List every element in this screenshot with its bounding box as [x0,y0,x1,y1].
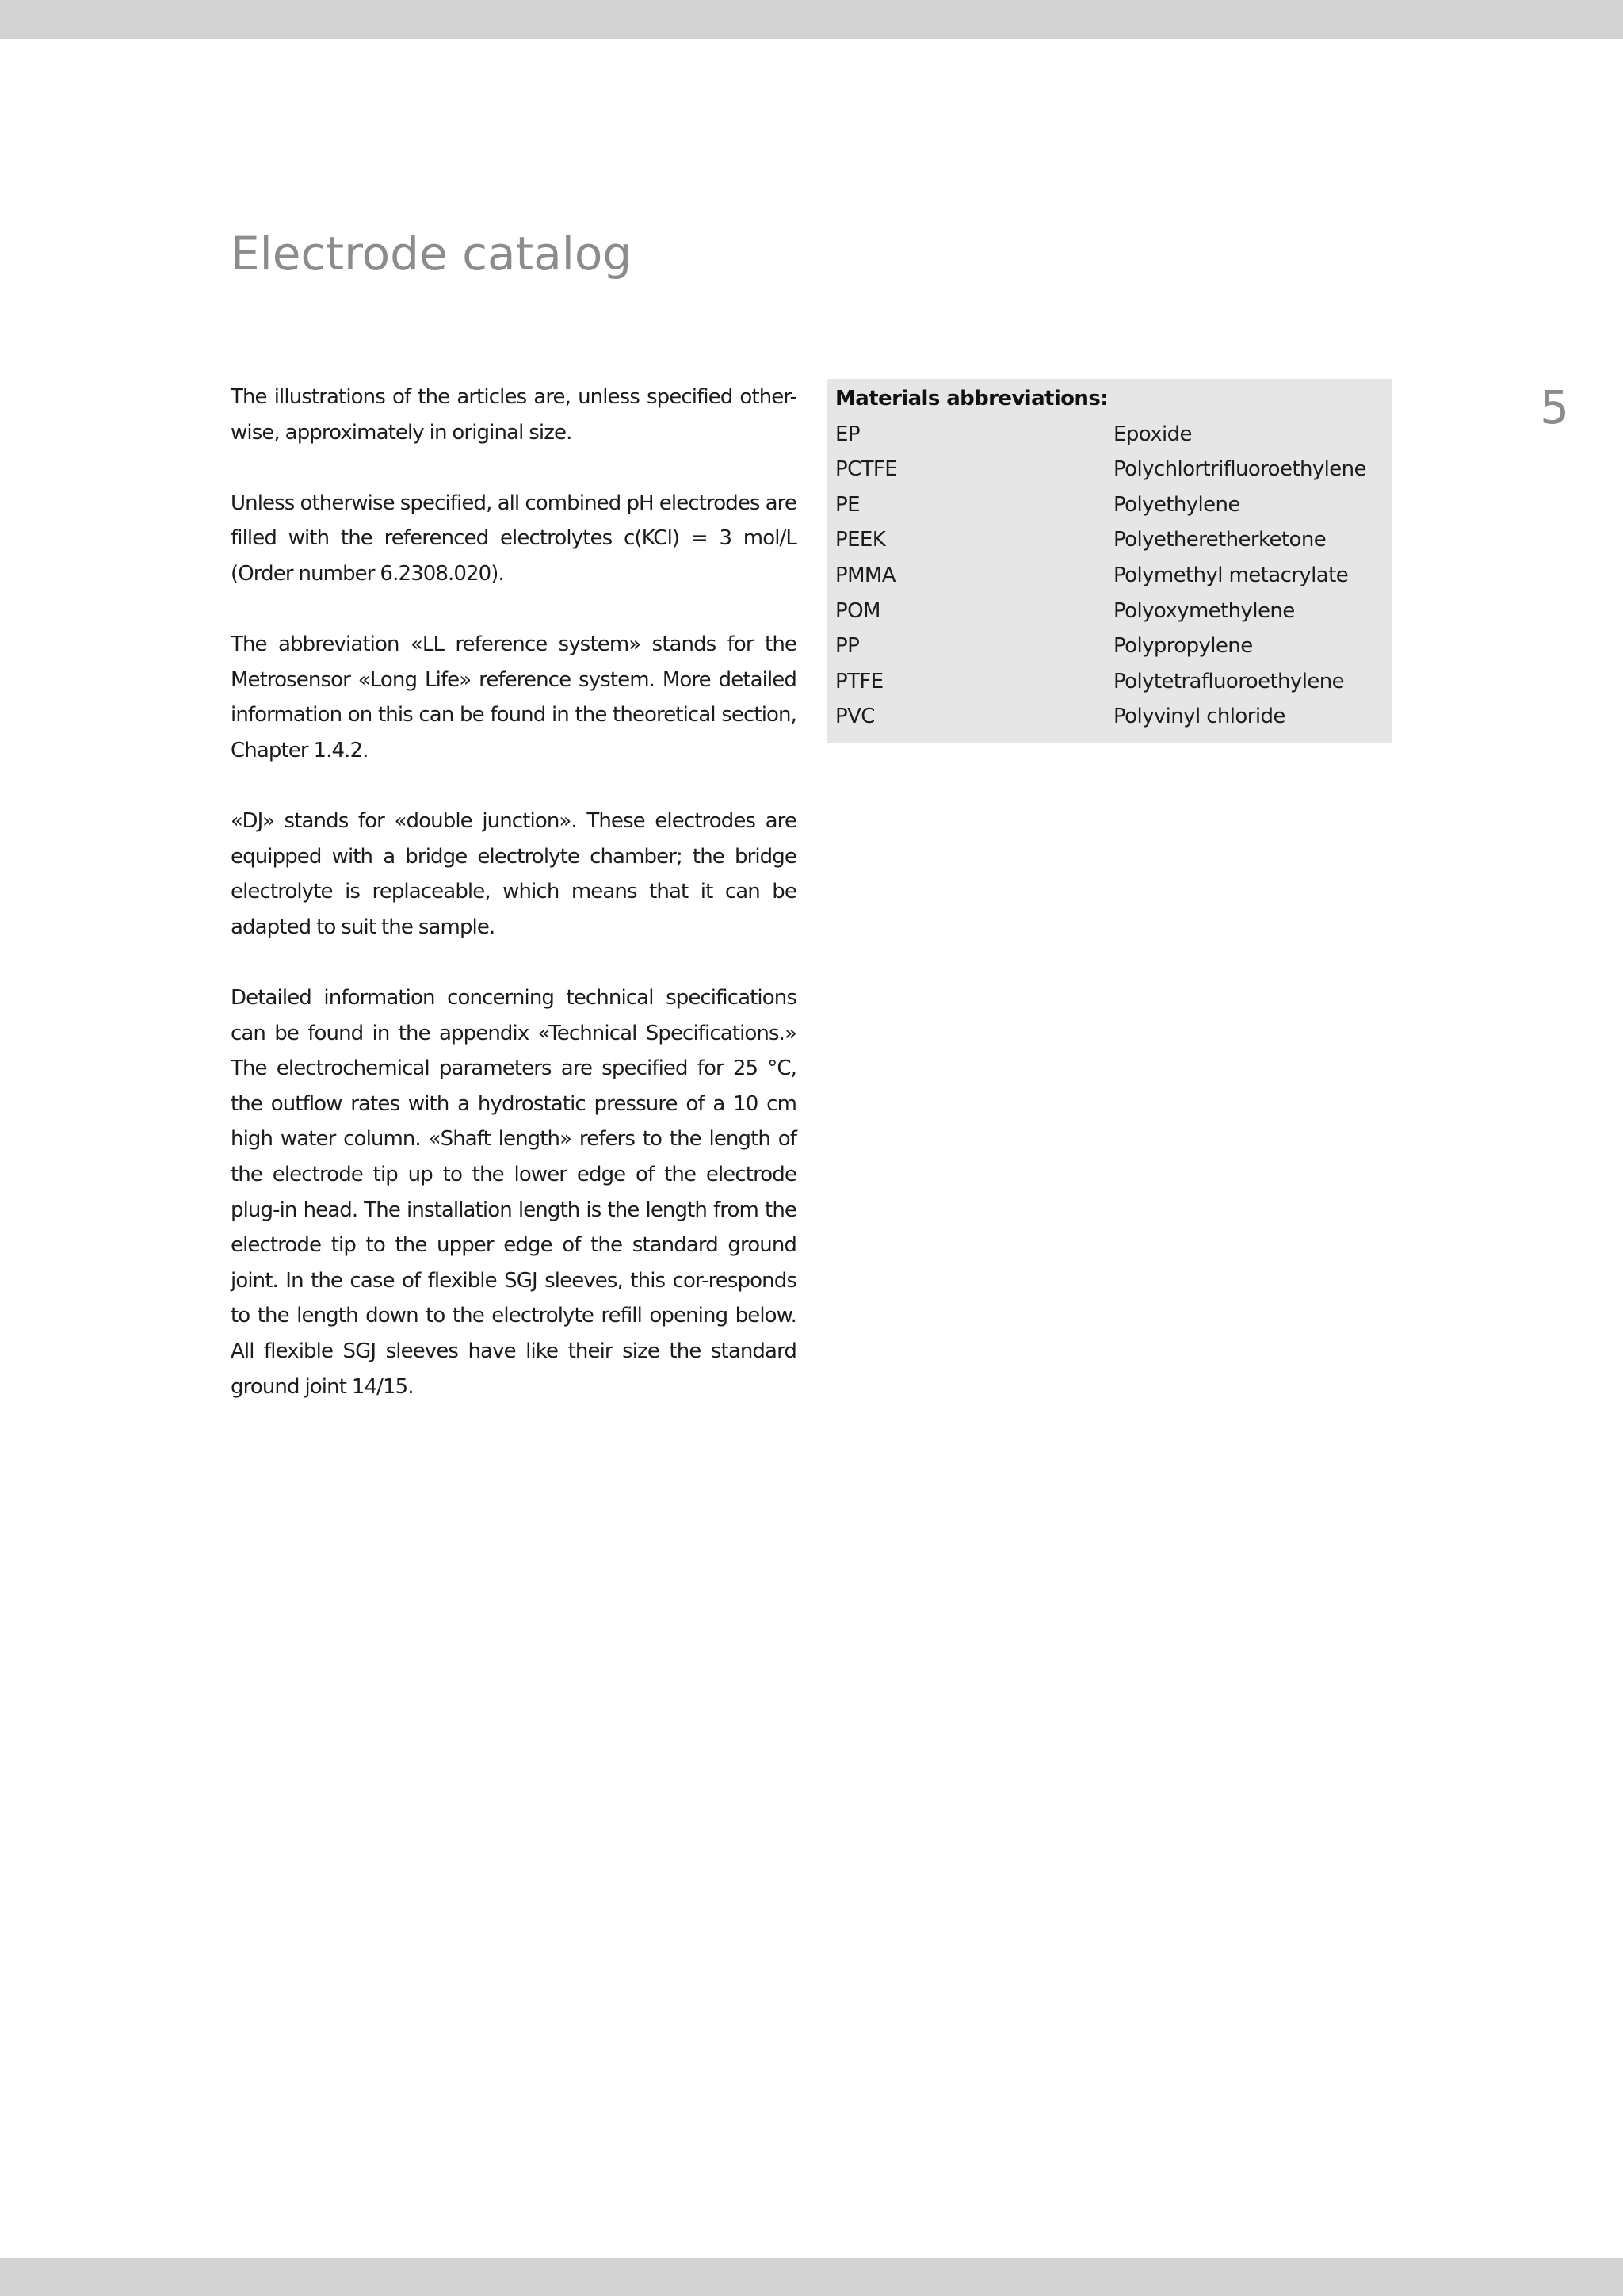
material-abbreviation: PCTFE [835,457,898,482]
material-name: Polyvinyl chloride [1113,705,1285,729]
material-name: Polytetrafluoroethylene [1113,669,1345,693]
intro-paragraph: «DJ» stands for «double junction». These electrodes are equipped with a bridge electrolyte chamber; the bridge electrolyte is replaceable, which means that it can be adapted to suit the sample. [231,809,796,939]
page-title: Electrode catalog [231,227,632,281]
page-number: 5 [1540,380,1569,434]
materials-row [835,417,1384,453]
material-name: Polyoxymethylene [1113,598,1295,623]
materials-row [835,487,1384,523]
materials-abbreviations-box [827,379,1392,743]
material-name: Polyetheretherketone [1113,528,1327,552]
material-abbreviation: PTFE [835,669,884,693]
materials-row [835,664,1384,700]
materials-row [835,452,1384,487]
materials-row [835,699,1384,735]
materials-row [835,628,1384,664]
intro-paragraph: Detailed information concerning technical specifications can be found in the appendix «Technical Specifications.» The electrochemical parameters are specified for 25 °C, the outflow rates with a hydrostatic pressure of a 10 cm high water column. «Shaft length» refers to the length of the electrode tip up to the lower edge of the electrode plug-in head. The installation length is the length from the electrode tip to the upper edge of the standard ground joint. In the case of flexible SGJ sleeves, this cor-responds to the length down to the electrolyte refill opening below. All flexible SGJ sleeves have like their size the standard ground joint 14/15. [231,986,796,1399]
materials-row [835,594,1384,629]
materials-row [835,558,1384,594]
material-abbreviation: PP [835,634,860,659]
intro-paragraph: Unless otherwise specified, all combined pH electrodes are filled with the referenced electrolytes c(KCl) = 3 mol/L (Order number 6.2308.020). [231,491,796,586]
material-name: Polyethylene [1113,492,1240,517]
intro-paragraph: The abbreviation «LL reference system» stands for the Metrosensor «Long Life» reference system. More detailed information on this can be found in the theoretical section, Chapter 1.4.2. [231,632,796,762]
intro-paragraph: The illustrations of the articles are, unless specified other-wise, approximately in original size. [231,385,796,445]
top-band [0,0,1623,39]
material-abbreviation: EP [835,422,860,446]
material-name: Epoxide [1113,422,1192,446]
materials-row [835,522,1384,558]
material-name: Polypropylene [1113,634,1253,659]
material-abbreviation: POM [835,598,880,623]
material-abbreviation: PVC [835,705,875,729]
material-name: Polychlortrifluoroethylene [1113,457,1366,482]
intro-text-column [231,380,796,1440]
material-abbreviation: PE [835,492,860,517]
material-abbreviation: PEEK [835,528,886,552]
material-abbreviation: PMMA [835,563,896,587]
materials-heading: Materials abbreviations: [835,387,1109,411]
bottom-band [0,2258,1623,2296]
material-name: Polymethyl metacrylate [1113,563,1349,587]
